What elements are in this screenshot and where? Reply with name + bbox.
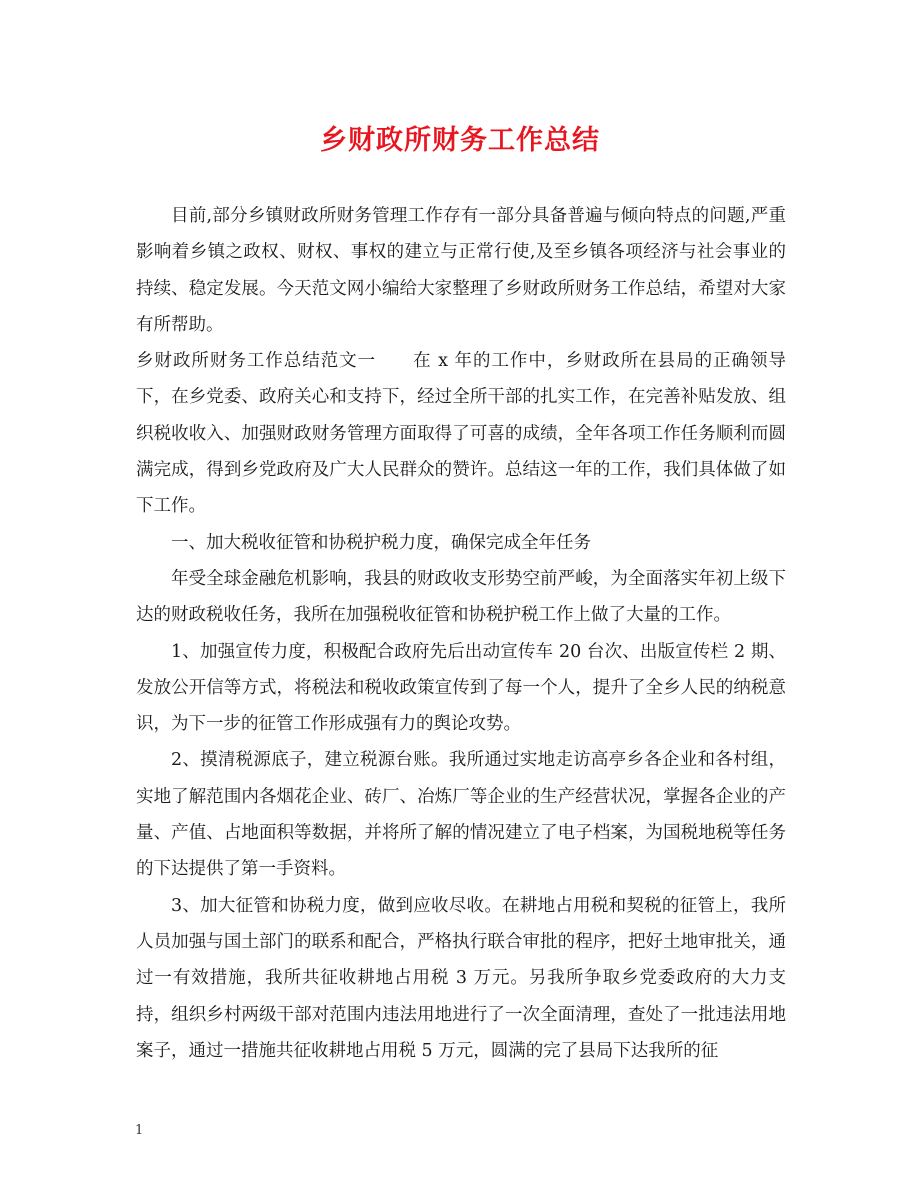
section-text: 在 x 年的工作中，乡财政所在县局的正确领导下，在乡党委、政府关心和支持下，经过全所干部的扎实工作，在完善补贴发放、组织税收收入、加强财政财务管理方面取得了可喜的成绩，全年各项工作任务顺利而圆满完成，得到乡党政府及广大人民群众的赞许。总结这一年的工作，我们具体做了如下工作。 (136, 351, 787, 517)
page-number: 1 (135, 1123, 144, 1138)
item-2-paragraph: 2、摸清税源底子，建立税源台账。我所通过实地走访高亭乡各企业和各村组，实地了解范围内各烟花企业、砖厂、冶炼厂等企业的生产经营状况，掌握各企业的产量、产值、占地面积等数据，并将所了解的情况建立了电子档案，为国税地税等任务的下达提供了第一手资料。 (136, 750, 786, 880)
section-paragraph (136, 343, 786, 524)
document-title: 乡财政所财务工作总结 (320, 125, 600, 156)
heading-one: 一、加大税收征管和协税护税力度，确保完成全年任务 (171, 532, 591, 553)
document-body (136, 198, 786, 1069)
section-label: 乡财政所财务工作总结范文一 (136, 351, 377, 372)
item-1-paragraph: 1、加强宣传力度，积极配合政府先后出动宣传车 20 台次、出版宣传栏 2 期、发放公开信等方式，将税法和税收政策宣传到了每一个人，提升了全乡人民的纳税意识，为下一步的征管工作形成强有力的舆论攻势。 (136, 641, 786, 735)
crisis-paragraph: 年受全球金融危机影响，我县的财政收支形势空前严峻，为全面落实年初上级下达的财政税收任务，我所在加强税收征管和协税护税工作上做了大量的工作。 (136, 568, 786, 626)
intro-paragraph: 目前,部分乡镇财政所财务管理工作存有一部分具备普遍与倾向特点的问题,严重影响着乡镇之政权、财权、事权的建立与正常行使,及至乡镇各项经济与社会事业的持续、稳定发展。今天范文网小编给大家整理了乡财政所财务工作总结，希望对大家有所帮助。 (136, 206, 786, 335)
item-3-paragraph: 3、加大征管和协税力度，做到应收尽收。在耕地占用税和契税的征管上，我所人员加强与国土部门的联系和配合，严格执行联合审批的程序，把好土地审批关，通过一有效措施，我所共征收耕地占用税 3 万元。另我所争取乡党委政府的大力支持，组织乡村两级干部对范围内违法用地进行了一次全面清理，查处了一批违法用地案子，通过一措施共征收耕地占用税 5 万元，圆满的完了县局下达我所的征 (136, 895, 786, 1061)
